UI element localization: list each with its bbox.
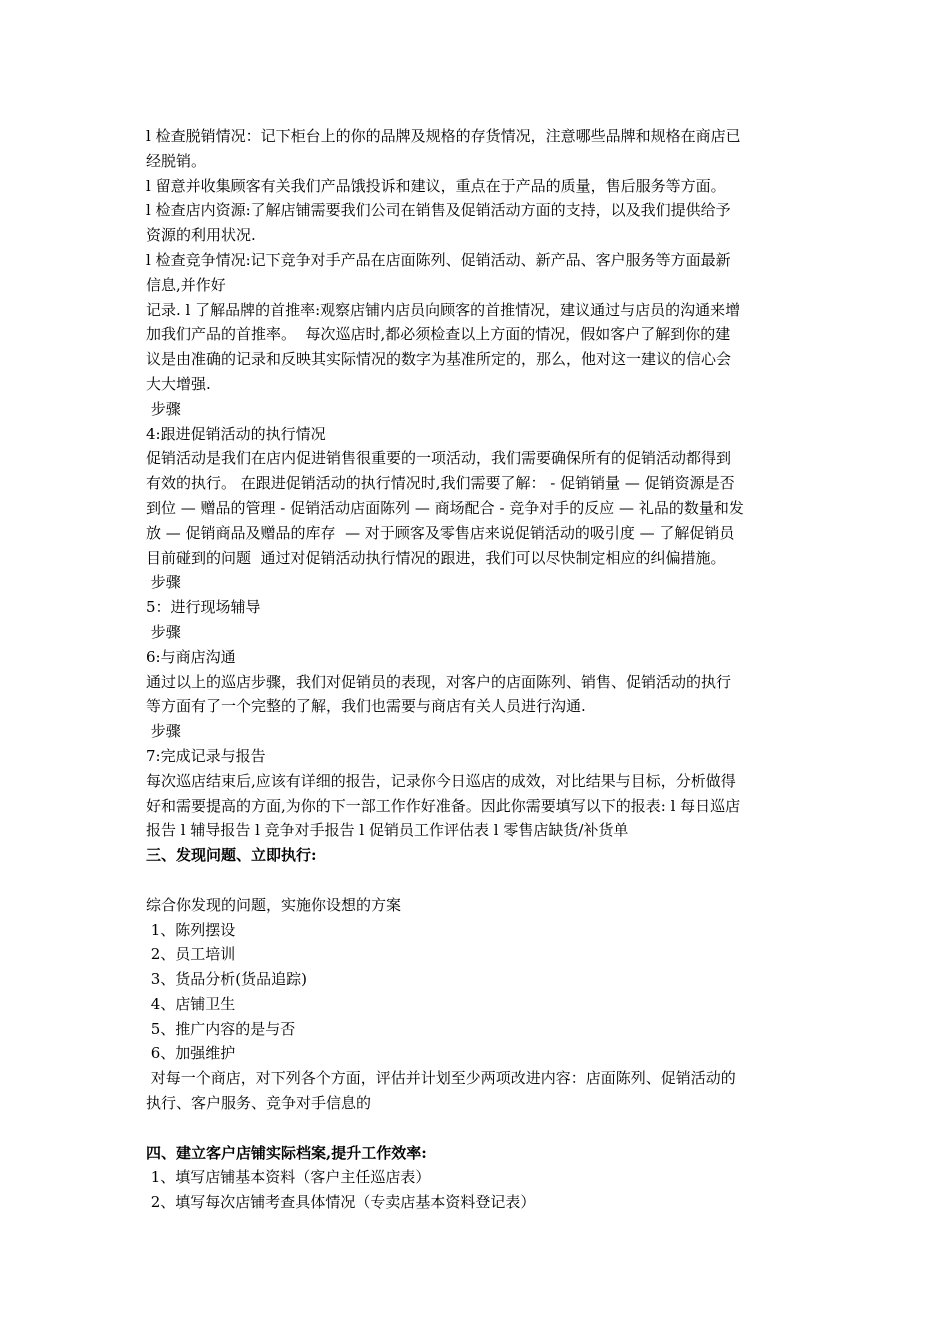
step-label: 步骤 <box>146 573 181 592</box>
document-body <box>146 124 810 1215</box>
text-line: 到位 — 赠品的管理 - 促销活动店面陈列 — 商场配合 - 竞争对手的反应 — 礼品的数量和发 <box>146 498 744 517</box>
list-item: 2、员工培训 <box>146 945 236 964</box>
text-line: 信息,并作好 <box>146 275 226 294</box>
text-line: l 留意并收集顾客有关我们产品饿投诉和建议，重点在于产品的质量，售后服务等方面。 <box>146 176 726 195</box>
text-line: 报告 l 辅导报告 l 竞争对手报告 l 促销员工作评估表 l 零售店缺货/补货单 <box>146 821 629 840</box>
list-item: 4、店铺卫生 <box>146 994 236 1013</box>
step-title: 5：进行现场辅导 <box>146 598 261 617</box>
step-title: 4:跟进促销活动的执行情况 <box>146 424 326 443</box>
list-item: 3、货品分析(货品追踪) <box>146 970 308 989</box>
list-item: 2、填写每次店铺考查具体情况（专卖店基本资料登记表） <box>146 1193 536 1212</box>
text-line: 议是由准确的记录和反映其实际情况的数字为基准所定的，那么，他对这一建议的信心会 <box>146 350 732 369</box>
list-item: 5、推广内容的是与否 <box>146 1019 296 1038</box>
text-line: 有效的执行。 在跟进促销活动的执行情况时,我们需要了解： - 促销销量 — 促销资源是否 <box>146 474 735 493</box>
list-item: 1、陈列摆设 <box>146 920 236 939</box>
text-line: 综合你发现的问题，实施你设想的方案 <box>146 895 402 914</box>
text-line: 资源的利用状况. <box>146 226 256 245</box>
step-title: 6:与商店沟通 <box>146 647 236 666</box>
list-item: 6、加强维护 <box>146 1044 236 1063</box>
text-line: 经脱销。 <box>146 151 207 170</box>
step-title: 7:完成记录与报告 <box>146 746 266 765</box>
text-line: 记录. l 了解品牌的首推率:观察店铺内店员向顾客的首推情况，建议通过与店员的沟通来增 <box>146 300 741 319</box>
blank-line <box>146 868 810 893</box>
text-line: 等方面有了一个完整的了解，我们也需要与商店有关人员进行沟通. <box>146 697 586 716</box>
text-line: 通过以上的巡店步骤，我们对促销员的表现，对客户的店面陈列、销售、促销活动的执行 <box>146 672 732 691</box>
text-line: 大大增强. <box>146 374 211 393</box>
text-line: 每次巡店结束后,应该有详细的报告，记录你今日巡店的成效，对比结果与目标，分析做得 <box>146 771 736 790</box>
text-line: l 检查店内资源:了解店铺需要我们公司在销售及促销活动方面的支持，以及我们提供给予 <box>146 201 731 220</box>
section-heading-3: 三、发现问题、立即执行: <box>146 846 317 865</box>
text-line: 目前碰到的问题 通过对促销活动执行情况的跟进，我们可以尽快制定相应的纠偏措施。 <box>146 548 726 567</box>
text-line: 加我们产品的首推率。 每次巡店时,都必须检查以上方面的情况，假如客户了解到你的建 <box>146 325 731 344</box>
step-label: 步骤 <box>146 622 181 641</box>
text-line: 执行、客户服务、竞争对手信息的 <box>146 1094 372 1113</box>
section-heading-4: 四、建立客户店铺实际档案,提升工作效率: <box>146 1143 427 1162</box>
text-line: 促销活动是我们在店内促进销售很重要的一项活动，我们需要确保所有的促销活动都得到 <box>146 449 732 468</box>
text-line: 好和需要提高的方面,为你的下一部工作作好准备。因此你需要填写以下的报表: l 每日巡店 <box>146 796 741 815</box>
text-line: 对每一个商店，对下列各个方面，评估并计划至少两项改进内容：店面陈列、促销活动的 <box>146 1069 736 1088</box>
text-line: l 检查竞争情况:记下竞争对手产品在店面陈列、促销活动、新产品、客户服务等方面最新 <box>146 250 731 269</box>
list-item: 1、填写店铺基本资料（客户主任巡店表） <box>146 1168 431 1187</box>
step-label: 步骤 <box>146 722 181 741</box>
blank-line <box>146 1116 810 1141</box>
text-line: l 检查脱销情况：记下柜台上的你的品牌及规格的存货情况，注意哪些品牌和规格在商店已 <box>146 127 741 145</box>
step-label: 步骤 <box>146 399 181 418</box>
text-line: 放 — 促销商品及赠品的库存 — 对于顾客及零售店来说促销活动的吸引度 — 了解促销员 <box>146 523 735 542</box>
